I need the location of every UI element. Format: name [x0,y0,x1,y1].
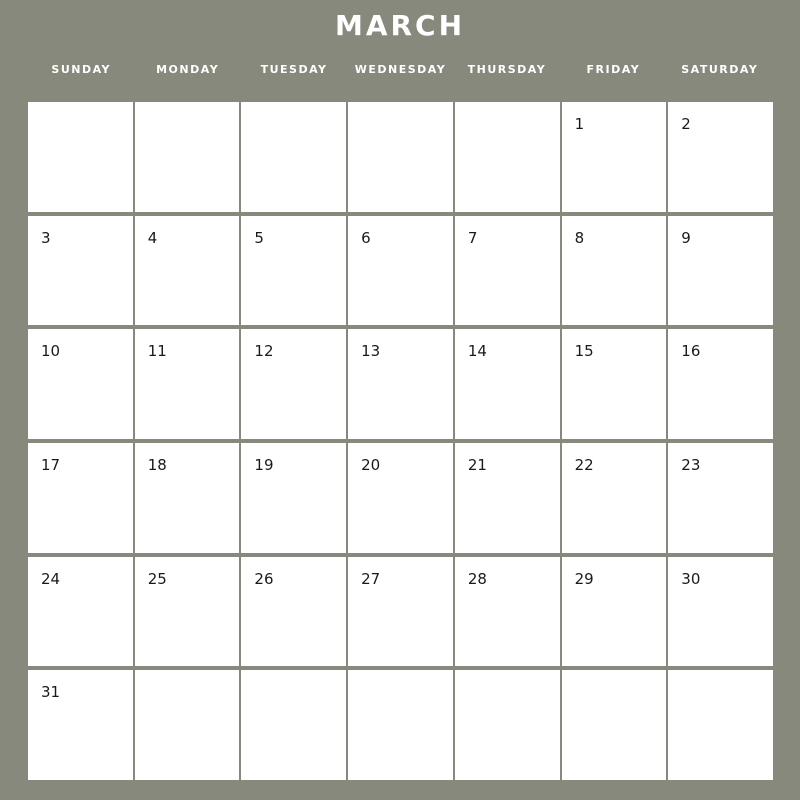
empty-day-cell[interactable] [668,670,773,780]
day-cell[interactable] [562,102,667,212]
day-number: 29 [574,569,594,588]
weekday-sunday: SUNDAY [51,63,112,76]
day-number: 3 [41,228,51,247]
day-cell[interactable] [455,557,560,667]
day-cell[interactable] [348,443,453,553]
day-cell[interactable] [28,329,133,439]
day-cell[interactable] [668,102,773,212]
day-cell[interactable] [28,216,133,326]
day-number: 21 [467,455,487,474]
day-cell[interactable] [668,443,773,553]
day-cell[interactable] [135,216,240,326]
day-number: 11 [147,342,167,361]
day-cell[interactable] [241,443,346,553]
day-grid [28,102,773,780]
day-number: 5 [254,228,264,247]
day-number: 10 [41,342,61,361]
day-cell[interactable] [668,329,773,439]
weekday-wednesday: WEDNESDAY [354,63,447,76]
day-number: 12 [254,342,274,361]
day-cell[interactable] [562,216,667,326]
day-cell[interactable] [241,216,346,326]
empty-day-cell[interactable] [455,670,560,780]
day-cell[interactable] [562,329,667,439]
day-number: 15 [574,342,594,361]
day-cell[interactable] [668,216,773,326]
empty-day-cell[interactable] [455,102,560,212]
empty-day-cell[interactable] [28,102,133,212]
day-cell[interactable] [28,443,133,553]
empty-day-cell[interactable] [135,102,240,212]
day-cell[interactable] [455,443,560,553]
weekday-monday: MONDAY [156,63,220,76]
empty-day-cell[interactable] [241,102,346,212]
day-number: 14 [467,342,487,361]
weekday-tuesday: TUESDAY [260,63,328,76]
weekday-header-row [28,62,773,78]
day-number: 2 [681,115,691,133]
empty-day-cell[interactable] [348,670,453,780]
weekday-friday: FRIDAY [586,63,641,76]
day-number: 23 [681,455,701,474]
day-number: 31 [41,683,61,702]
day-cell[interactable] [241,557,346,667]
day-number: 20 [361,455,381,474]
day-cell[interactable] [135,329,240,439]
day-cell[interactable] [562,557,667,667]
empty-day-cell[interactable] [348,102,453,212]
empty-day-cell[interactable] [241,670,346,780]
weekday-thursday: THURSDAY [467,63,547,76]
month-title: MARCH [334,9,466,42]
day-number: 6 [361,228,371,247]
day-number: 18 [147,455,167,474]
day-cell[interactable] [455,329,560,439]
day-number: 19 [254,455,274,474]
day-cell[interactable] [455,216,560,326]
day-number: 8 [574,228,585,247]
day-cell[interactable] [668,557,773,667]
day-number: 4 [147,228,158,247]
day-number: 28 [467,569,487,588]
day-number: 9 [681,228,691,247]
day-cell[interactable] [241,329,346,439]
weekday-saturday: SATURDAY [681,63,759,76]
day-cell[interactable] [348,329,453,439]
day-number: 25 [147,569,167,588]
empty-day-cell[interactable] [562,670,667,780]
day-cell[interactable] [28,670,133,780]
day-number: 24 [41,569,61,588]
day-cell[interactable] [135,443,240,553]
day-number: 30 [681,569,701,588]
day-cell[interactable] [562,443,667,553]
day-cell[interactable] [348,557,453,667]
day-number: 1 [574,115,585,133]
day-cell[interactable] [135,557,240,667]
day-number: 7 [467,228,478,247]
day-number: 13 [361,342,381,361]
day-number: 16 [681,342,701,361]
day-number: 22 [574,455,594,474]
day-number: 27 [361,569,381,588]
empty-day-cell[interactable] [135,670,240,780]
day-cell[interactable] [348,216,453,326]
day-number: 26 [254,569,274,588]
day-number: 17 [41,455,61,474]
day-cell[interactable] [28,557,133,667]
